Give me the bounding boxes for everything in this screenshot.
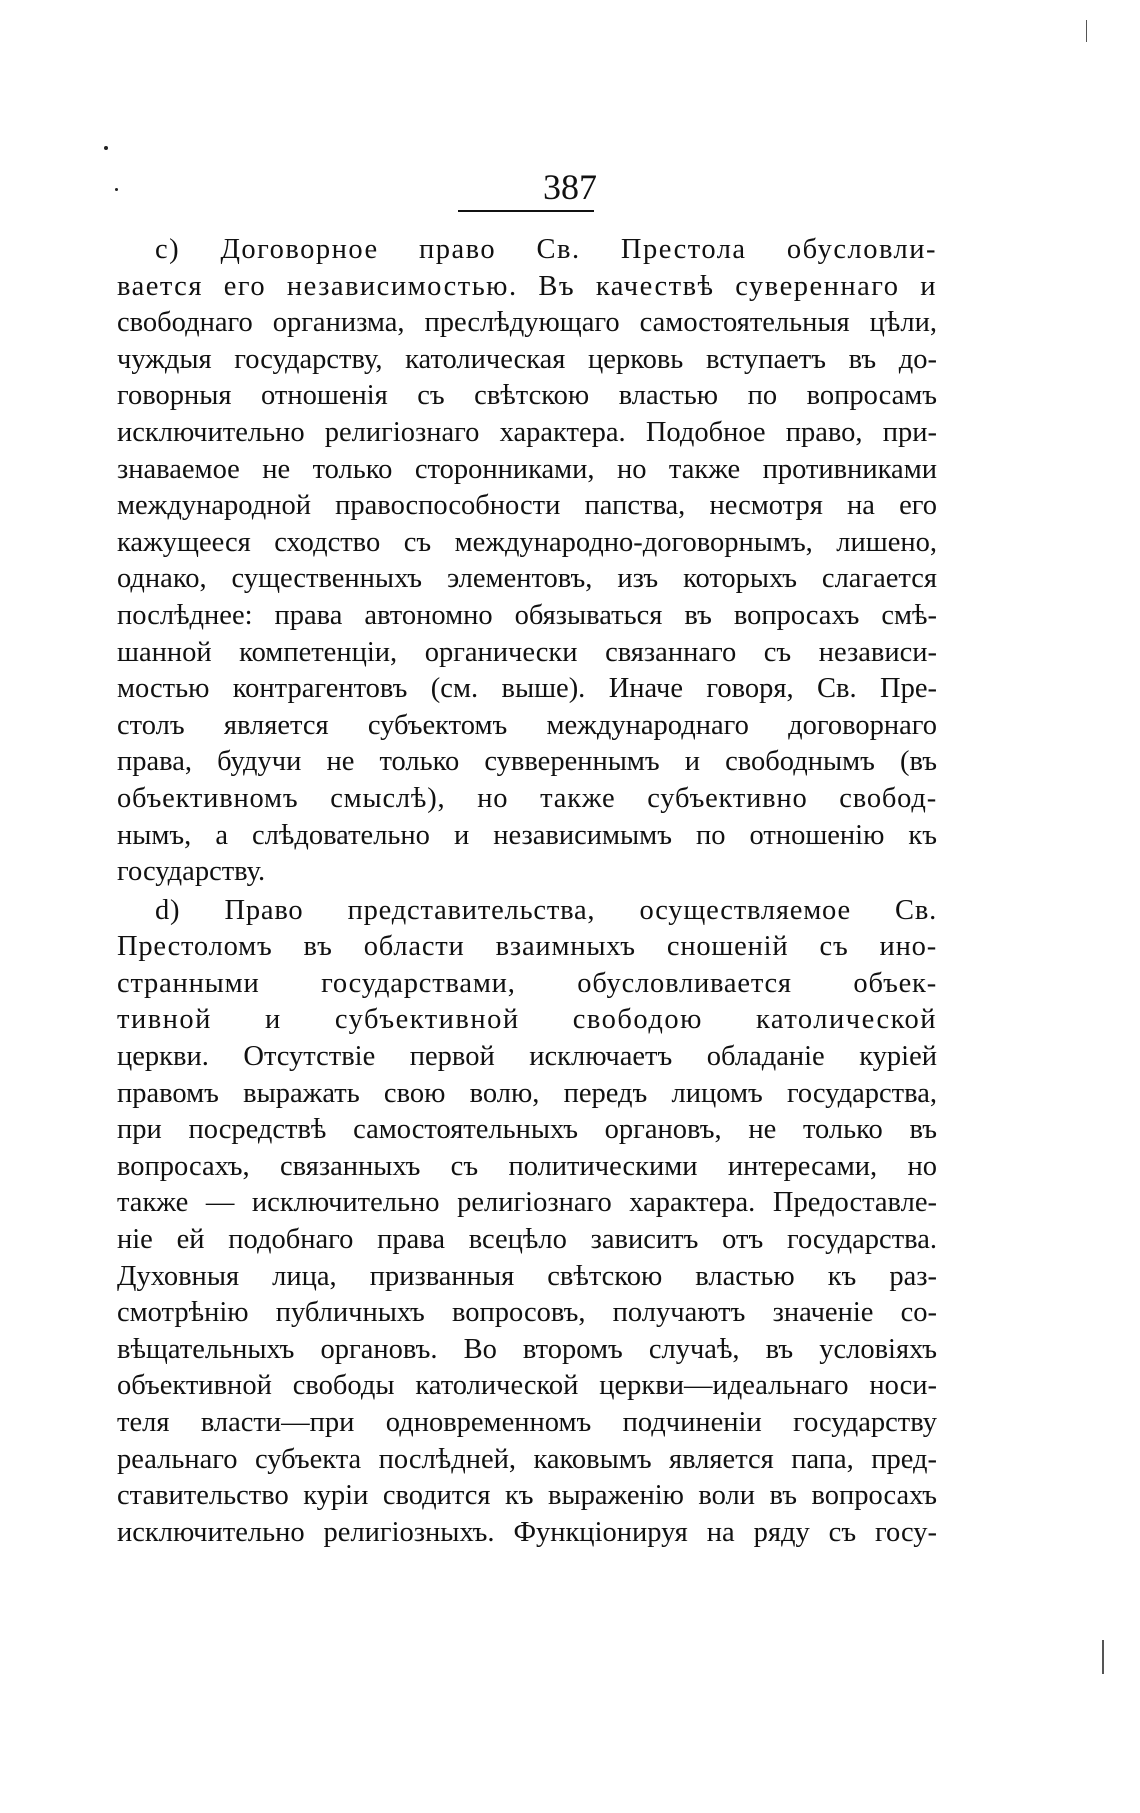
text-line: государству. [117,856,266,888]
text-line: свободнаго организма, преслѣдующаго самостоятельныя цѣли, [117,307,937,339]
text-line: мостью контрагентовъ (см. выше). Иначе говоря, Св. Пре- [117,673,937,705]
text-line: однако, существенныхъ элементовъ, изъ которыхъ слагается [117,563,937,595]
text-line: права, будучи не только суввереннымъ и свободнымъ (въ [117,746,937,778]
text-line: тивной и субъективной свободою католической [117,1004,937,1036]
text-line: кажущееся сходство съ международно-договорнымъ, лишено, [117,526,937,558]
text-line: c) Договорное право Св. Престола обусловли- [155,234,937,265]
text-line: международной правоспособности папства, несмотря на его [117,490,937,522]
text-line: правомъ выражать свою волю, передъ лицомъ государства, [117,1077,937,1109]
text-line: теля власти—при одновременномъ подчиненіи государству [117,1407,937,1438]
text-line: ставительство куріи сводится къ выраженію воли въ вопросахъ [117,1480,937,1512]
text-line: d) Право представительства, осуществляемое Св. [155,894,937,926]
page-number: 387 [543,167,597,207]
text-line: ніе ей подобнаго права всецѣло зависитъ отъ государства. [117,1224,937,1256]
text-line: вѣщательныхъ органовъ. Во второмъ случаѣ, въ условіяхъ [117,1333,937,1365]
text-line: нымъ, а слѣдовательно и независимымъ по отношенію къ [117,819,937,851]
text-line: исключительно религіозныхъ. Функціонируя на ряду съ госу- [117,1516,937,1548]
text-line: Престоломъ въ области взаимныхъ сношеній съ ино- [117,931,937,963]
text-line: послѣднее: права автономно обязываться въ вопросахъ смѣ- [117,599,937,631]
page-number-rule [458,210,594,212]
text-line: чуждыя государству, католическая церковь вступаетъ въ до- [117,343,937,375]
print-speck [104,146,108,150]
text-line: при посредствѣ самостоятельныхъ органовъ, не только въ [117,1114,937,1146]
text-line: странными государствами, обусловливается объек- [117,967,937,999]
text-line: шанной компетенціи, органически связаннаго съ независи- [117,636,937,668]
body-text [117,232,937,1551]
text-line: вается его независимостью. Въ качествѣ сувереннаго и [117,270,937,302]
text-line: столъ является субъектомъ международнаго договорнаго [117,709,937,741]
text-line: реальнаго субъекта послѣдней, каковымъ является папа, пред- [117,1443,937,1475]
text-line: смотрѣнію публичныхъ вопросовъ, получаютъ значеніе со- [117,1297,937,1329]
paragraph-c [117,232,937,891]
margin-mark [1086,20,1087,42]
text-line: также — исключительно религіознаго характера. Предоставле- [117,1187,937,1219]
text-line: объективномъ смыслѣ), но также субъективно свобод- [117,782,937,814]
text-line: исключительно религіознаго характера. Подобное право, при- [117,416,937,448]
text-line: Духовныя лица, призванныя свѣтскою властью къ раз- [117,1260,937,1292]
margin-mark [1102,1640,1104,1674]
text-line: объективной свободы католической церкви—идеальнаго носи- [117,1370,937,1402]
text-line: говорныя отношенія съ свѣтскою властью по вопросамъ [117,380,937,412]
text-line: вопросахъ, связанныхъ съ политическими интересами, но [117,1150,937,1182]
text-line: знаваемое не только сторонниками, но также противниками [117,453,937,485]
paragraph-d [117,893,937,1552]
text-line: церкви. Отсутствіе первой исключаетъ обладаніе куріей [117,1041,937,1073]
